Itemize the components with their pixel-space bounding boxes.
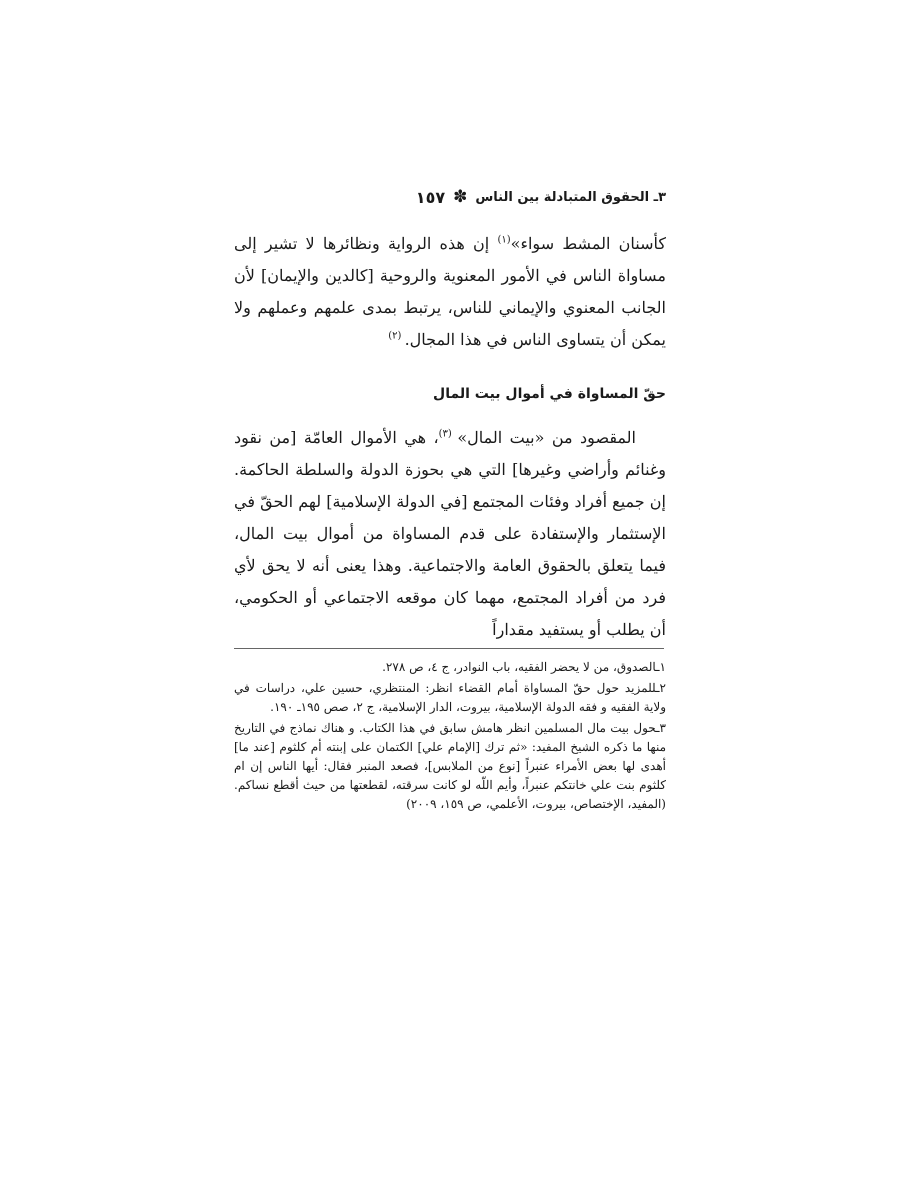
paragraph-2-text-b: ، هي الأموال العامّة [من نقود وغنائم وأراضي وغيرها] التي هي بحوزة الدولة والسلطة الحاكمة. إن جميع أفراد وفئات المجتمع [في الدولة الإسلامية] لهم الحقّ في الإستثمار والإستفادة على قدم المساواة من أموال بيت المال، فيما يتعلق بالحقوق العامة والاجتماعية. وهذا يعنى أنه لا يحق لأي فرد من أفراد المجتمع، مهما كان موقعه الاجتماعي أو الحكومي، أن يطلب أو يستفيد مقداراً — [234, 428, 667, 639]
ornament-icon: ✽ — [453, 186, 468, 207]
footnote-ref-1: (١) — [497, 234, 511, 246]
footnote-ref-2: (٢) — [388, 330, 405, 342]
paragraph-2 — [234, 422, 666, 646]
footnote-ref-3: (٣) — [438, 428, 458, 440]
footnote-text: للمزيد حول حقّ المساواة أمام القضاء انظر: المنتظري، حسين علي، دراسات في ولاية الفقيه و فقه الدولة الإسلامية، بيروت، الدار الإسلامية، ج ٢، صص ١٩٥ـ ١٩٠. — [234, 681, 666, 714]
footnotes — [234, 658, 666, 816]
paragraph-1 — [234, 228, 666, 356]
footnote-3 — [234, 719, 666, 814]
paragraph-2-text-a: المقصود من «بيت المال» — [457, 428, 636, 447]
footnote-text: الصدوق، من لا يحضر الفقيه، باب النوادر، ج ٤، ص ٢٧٨. — [382, 660, 657, 674]
paragraph-1-text-b: إن هذه الرواية ونظائرها لا تشير إلى مساواة الناس في الأمور المعنوية والروحية [كالدين والإيمان] لأن الجانب المعنوي والإيماني للناس، يرتبط بمدى علمهم وعملهم ولا يمكن أن يتساوى الناس في هذا المجال. — [234, 234, 666, 349]
footnote-1 — [234, 658, 666, 677]
footnote-number: ٢ـ — [656, 681, 666, 695]
footnote-2 — [234, 679, 666, 717]
paragraph-1-text-a: كأسنان المشط سواء» — [510, 234, 666, 253]
chapter-title: ٣ـ الحقوق المتبادلة بين الناس — [475, 189, 666, 205]
section-heading: حقّ المساواة في أموال بيت المال — [433, 386, 666, 402]
running-header — [234, 183, 666, 211]
footnote-divider — [234, 648, 664, 649]
footnote-number: ٣ـ — [656, 721, 666, 735]
footnote-text: حول بيت مال المسلمين انظر هامش سابق في هذا الكتاب. و هناك نماذج في التاريخ منها ما ذكره الشيخ المفيد: «ثم ترك [الإمام علي] الكتمان على إبنته أم كلثوم [عند ما] أهدى لها بعض الأمراء عنبراً [نوع من الملابس]، فصعد المنبر فقال: أيها الناس إن ام كلثوم بنت علي خانتكم عنبراً، وأيم اللّه لو كانت سرقته، لقطعتها من حيث أقطع نساكم. (المفيد، الإختصاص، بيروت، الأعلمي، ص ١٥٩، ٢٠٠٩) — [234, 721, 667, 811]
page-number: ١٥٧ — [415, 187, 446, 207]
footnote-number: ١ـ — [656, 660, 666, 674]
